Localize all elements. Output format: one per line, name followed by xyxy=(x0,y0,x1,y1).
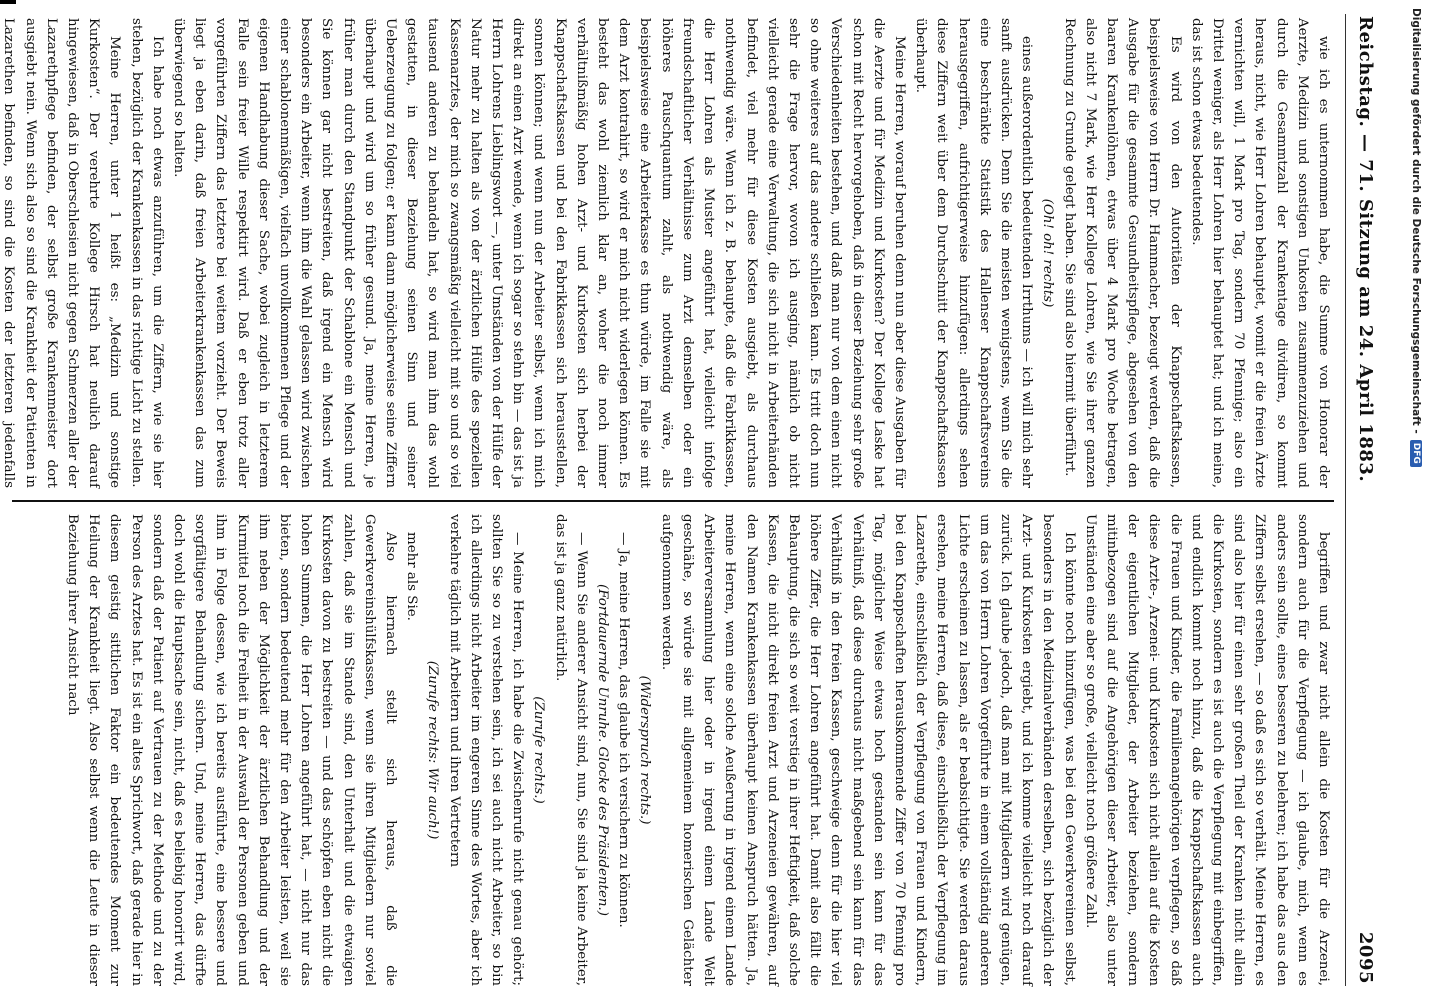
digitization-credit xyxy=(1404,8,1428,992)
interjection-note: (Zurufe rechts: Wir auch!) xyxy=(425,660,441,840)
right-paragraph: — Meine Herren, ich habe die Zwischenrufe nicht genau gehört; sollten Sie so zu verstehen sein, ich sei auch nicht Arbeiter, so bin ich allerdings nicht Arbeiter im engeren Sinne des Wortes, aber ich verkehre täglich mit Arbeitern und ihren Vertretern xyxy=(446,514,526,986)
column-divider xyxy=(12,500,1334,502)
right-column xyxy=(10,514,1334,986)
dfg-logo: DFG xyxy=(1410,440,1422,467)
header-title: Reichstag. — 71. Sitzung am 24. April 1883. xyxy=(1355,16,1377,483)
right-paragraph: Also hiernach stellt sich heraus, daß die Gewerkvereinshülfskassen, wenn sie ihren Mitgliedern nur soviel zahlen, daß sie im Stande sind, den Unterhalt und die etwaigen Kurkosten davon zu bestreiten — und das schöpfen eben nicht die hohen Summen, die Herr Lohren angeführt hat, — nicht nur das bieten, sondern bedeutend mehr für den Arbeiter leisten, weil sie ihm neben der Möglichkeit der ärztlichen Behandlung und der Kurmittel noch die Freiheit in der Auswahl der Personen geben und ihm in Folge dessen, wie ich bereits ausführte, eine bessere und sorgfältigere Behandlung sichern. Und, meine Herren, das dürfte doch wohl die Hauptsache sein, nicht, daß es beliebig honorirt wird, sondern daß der Patient auf Vertrauen zu der Methode und zu der Person des Arztes hat. Es ist ein altes Sprichwort, daß gerade hier in diesem geistig sittlichen Faktor ein bedeutendes Moment zur Heilung der Krankheit liegt. Also selbst wenn die Leute in dieser Beziehung ihrer Ansicht nach xyxy=(65,514,399,986)
interjection-note: (Zurufe rechts.) xyxy=(531,696,547,804)
interjection-note: (Fortdauernde Unruhe. Glocke des Präsidenten.) xyxy=(595,583,611,917)
page-number: 2095 xyxy=(1355,931,1377,984)
right-paragraph: — Ja, meine Herren, das glaube ich versichern zu können. xyxy=(616,532,632,928)
interjection-note: (Oh! oh! rechts) xyxy=(1040,198,1056,308)
header-divider xyxy=(1345,14,1346,986)
left-column xyxy=(1,18,1334,488)
right-paragraph: Ich könnte noch hinzufügen, was bei den Gewerkvereinen selbst, besonders in den Medizinalverbänden derselben, sich bezüglich der Arzt- und Kurkosten ergiebt, und ich komme vielleicht noch darauf zurück. Ich glaube jedoch, daß man mit Mitgliedern wird genügen, um das von Herrn Lohren Vorgeführte in einem vollständig anderen Lichte erscheinen zu lassen, als er beabsichtigte. Sie werden daraus ersehen, meine Herren, daß diese, einschließlich der Verpflegung im Lazarethe, einschließlich der Verpflegung von Frauen und Kindern, bei den Knappschaften herauskommende Ziffer von 70 Pfennig pro Tag, möglicher Weise etwas hoch gestanden sein kann für das Verhältniß, daß diese durchaus nicht maßgebend sein kann für das Verhältniß in den freien Kassen, geschweige denn für die hier viel höhere Ziffer, die Herr Lohren angeführt hat. Damit also fällt die Behauptung, die sich so weit verstieg in ihrer Heftigkeit, daß solche Kassen, die nicht direkt freien Arzt und Arzeneien gewähren, auf den Namen Krankenkassen überhaupt keinen Anspruch hätten. Ja, meine Herren, wenn eine solche Aeußerung in irgend einem Lande Arbeiterversammlung hier oder in irgend einem Lande Welt geschähe, so würde sie mit allgemeinem homerischen Gelächter aufgenommen werden. xyxy=(658,514,1077,986)
right-paragraph: begriffen und zwar nicht allein die Kosten für die Arzenei, sondern auch für die Verpflegung — ich glaube, mich, wenn es anders sein sollte, eines besseren zu belehren; ich habe das aus den Ziffern selbst ersehen, — so daß es sich so verhält. Meine Herren, es sind also hier für einen sehr großen Theil der Kranken nicht allein die Kurkosten, sondern es ist auch die Verpflegung mit einbegriffen, und endlich kommt noch hinzu, daß die Knappschaftskassen auch die Frauen und Kinder, die Familienangehörigen verpflegen, so daß diese Arzte-, Arzenei- und Kurkosten sich nicht allein auf die Kosten der eigentlichen Mitglieder, der Arbeiter beziehen, sondern mitinbezogen sind auf die Angehörigen dieser Arbeiter, also unter Umständen eine aber so große, vielleicht noch größere Zahl. xyxy=(1082,514,1331,986)
interjection-note: (Widerspruch rechts.) xyxy=(637,675,653,825)
left-paragraph: Meine Herren, unter 1 heißt es: „Medizin und sonstige Kurkosten“. Der verehrte Kollege Hirsch hat neulich darauf hingewiesen, daß in Oberschlesien nicht gegen Schmerzen aller der Lazarethpflege befinden, der selbst große Krankenmeister dort ausgiebt nein. Wenn sich also so sind die Krankheit der Patienten in Lazarethen befinden, so sind die Kosten der letzteren jedenfalls xyxy=(1,18,123,488)
running-header xyxy=(1348,16,1384,984)
right-paragraph: mehr als Sie. xyxy=(404,532,420,621)
left-paragraph: Ich habe noch etwas anzuführen, um die Ziffern, wie sie hier stehen, bezüglich der Krankenkassen in das richtige Licht zu stellen. xyxy=(128,18,165,488)
left-paragraph: eines außerordentlich bedeutenden Irrthums — ich will mich sehr sanft ausdrücken. Denn Sie die meisten wenigstens, wenn Sie die eine beschränkte Statistik des Hallenser Knappschaftsvereins herausgegriffen, aufrichtigerweise hinzufügen: allerdings sehen diese Ziffern weit über dem Durchschnitt der Knappschaftskassen überhaupt. xyxy=(913,18,1035,488)
left-paragraph: Meine Herren, worauf beruhen denn nun aber diese Ausgaben für die Aerzte und für Medizin und Kurkosten? Der Kollege Laske hat schon mit Recht hervorgehoben, daß in dieser Beziehung sehr große Verschiedenheiten bestehen, und daß man nur von dem einen nicht so ohne weiteres auf das andere schließen kann. Es tritt doch nun sehr die Frage hervor, wovon ich ausging, nämlich ob nicht vielleicht gerade eine Verwaltung, die sich nicht in Arbeiterhänden befindet, viel mehr für diese Kosten ausgiebt, als durchaus nothwendig wäre. Wenn ich z. B. behaupte, daß die Fabrikkassen, die Herr Lohren als Muster angeführt hat, vielleicht infolge freundschaftlicher Verhältnisse zum Arzt demselben oder ein höheres Pauschquantum zahlt, als nothwendig wäre, als beispielsweise eine Arbeiterkasse es thun würde, im Falle sie mit dem Arzt kontrahirt, so wird er mich nicht widerlegen können. Es besteht das wohl ziemlich klar an, woher die noch immer verhältnißmäßig hohen Arzt- und Kurkosten sich herbei der Knappschaftskassen und bei den Fabrikkassen sich herausstellen, sonnen können; und wenn nun der Arbeiter selbst, wenn ich mich direkt an einen Arzt wende, wenn ich sogar so stehn bin — das ist ja Herrn Lohrens Lieblingswort —, unter Umständen von der Hülfe der Natur mehr zu halten als von der ärztlichen Hülfe des speziellen Kassenarztes, der mich so zwangsmäßig vielleicht mit so und so viel tausend anderen zu behandeln hat, so wird man ihm das wohl gestatten, in dieser Beziehung seinen Sinn und seiner Ueberzeugung zu folgen; er kann dann möglicherweise seine Ziffern überhaupt und wird um so früher gesund. Ja, meine Herren, je früher man durch den Standpunkt der Schablone ein Mensch und Sie können gar nicht bestreiten, daß irgend ein Mensch wird besonders ein Arbeiter, wenn ihm die Wahl gelassen wird zwischen einer schablonenmäßigen, vielfach unvollkommenen Pflege und der eigenen Handhabung dieser Sache, wobei zugleich in letzterem Falle sein freier Wille respektirt wird. Daß er eben trotz aller vorgeführten Ziffern das letztere bei weitem vorzieht. Der Beweis liegt ja eben darin, daß freien Arbeiterkrankenkassen das zum überwiegend so halten. xyxy=(171,18,907,488)
right-paragraph: — Wenn Sie anderer Ansicht sind, nun, Sie sind ja keine Arbeiter, das ist ja ganz natürlich. xyxy=(552,514,589,986)
credit-text: Digitalisierung gefördert durch die Deutsche Forschungsgemeinschaft - xyxy=(1410,8,1422,434)
left-paragraph: Es wird von den Autoritäten der Knappschaftskassen, beispielsweise von Herrn Dr. Hammacher, bezeugt werden, daß die Ausgabe für die gesammte Gesundheitspflege, abgesehen von den baaren Krankenlöhnen, etwas über 4 Mark pro Woche betragen, also nicht 7 Mark, wie Herr Kollege Lohren, wie Sie ihrer ganzen Rechnung zu Grunde gelegt haben. Sie sind also hiermit überführt. xyxy=(1061,18,1183,488)
left-paragraph: wie ich es unternommen habe, die Summe von Honorar der Aerzte, Medizin und sonstigen Unkosten zusammenzuziehen und durch die Gesammtzahl der Krankentage dividiren, so kommt heraus, nicht, wie Herr Lohren behauptet, womit er die freien Ärzte vernichten will, 1 Mark pro Tag, sondern 70 Pfennige; also ein Drittel weniger, als Herr Lohren hier behauptet hat; und ich meine, das ist schon etwas bedeutendes. xyxy=(1188,18,1331,488)
